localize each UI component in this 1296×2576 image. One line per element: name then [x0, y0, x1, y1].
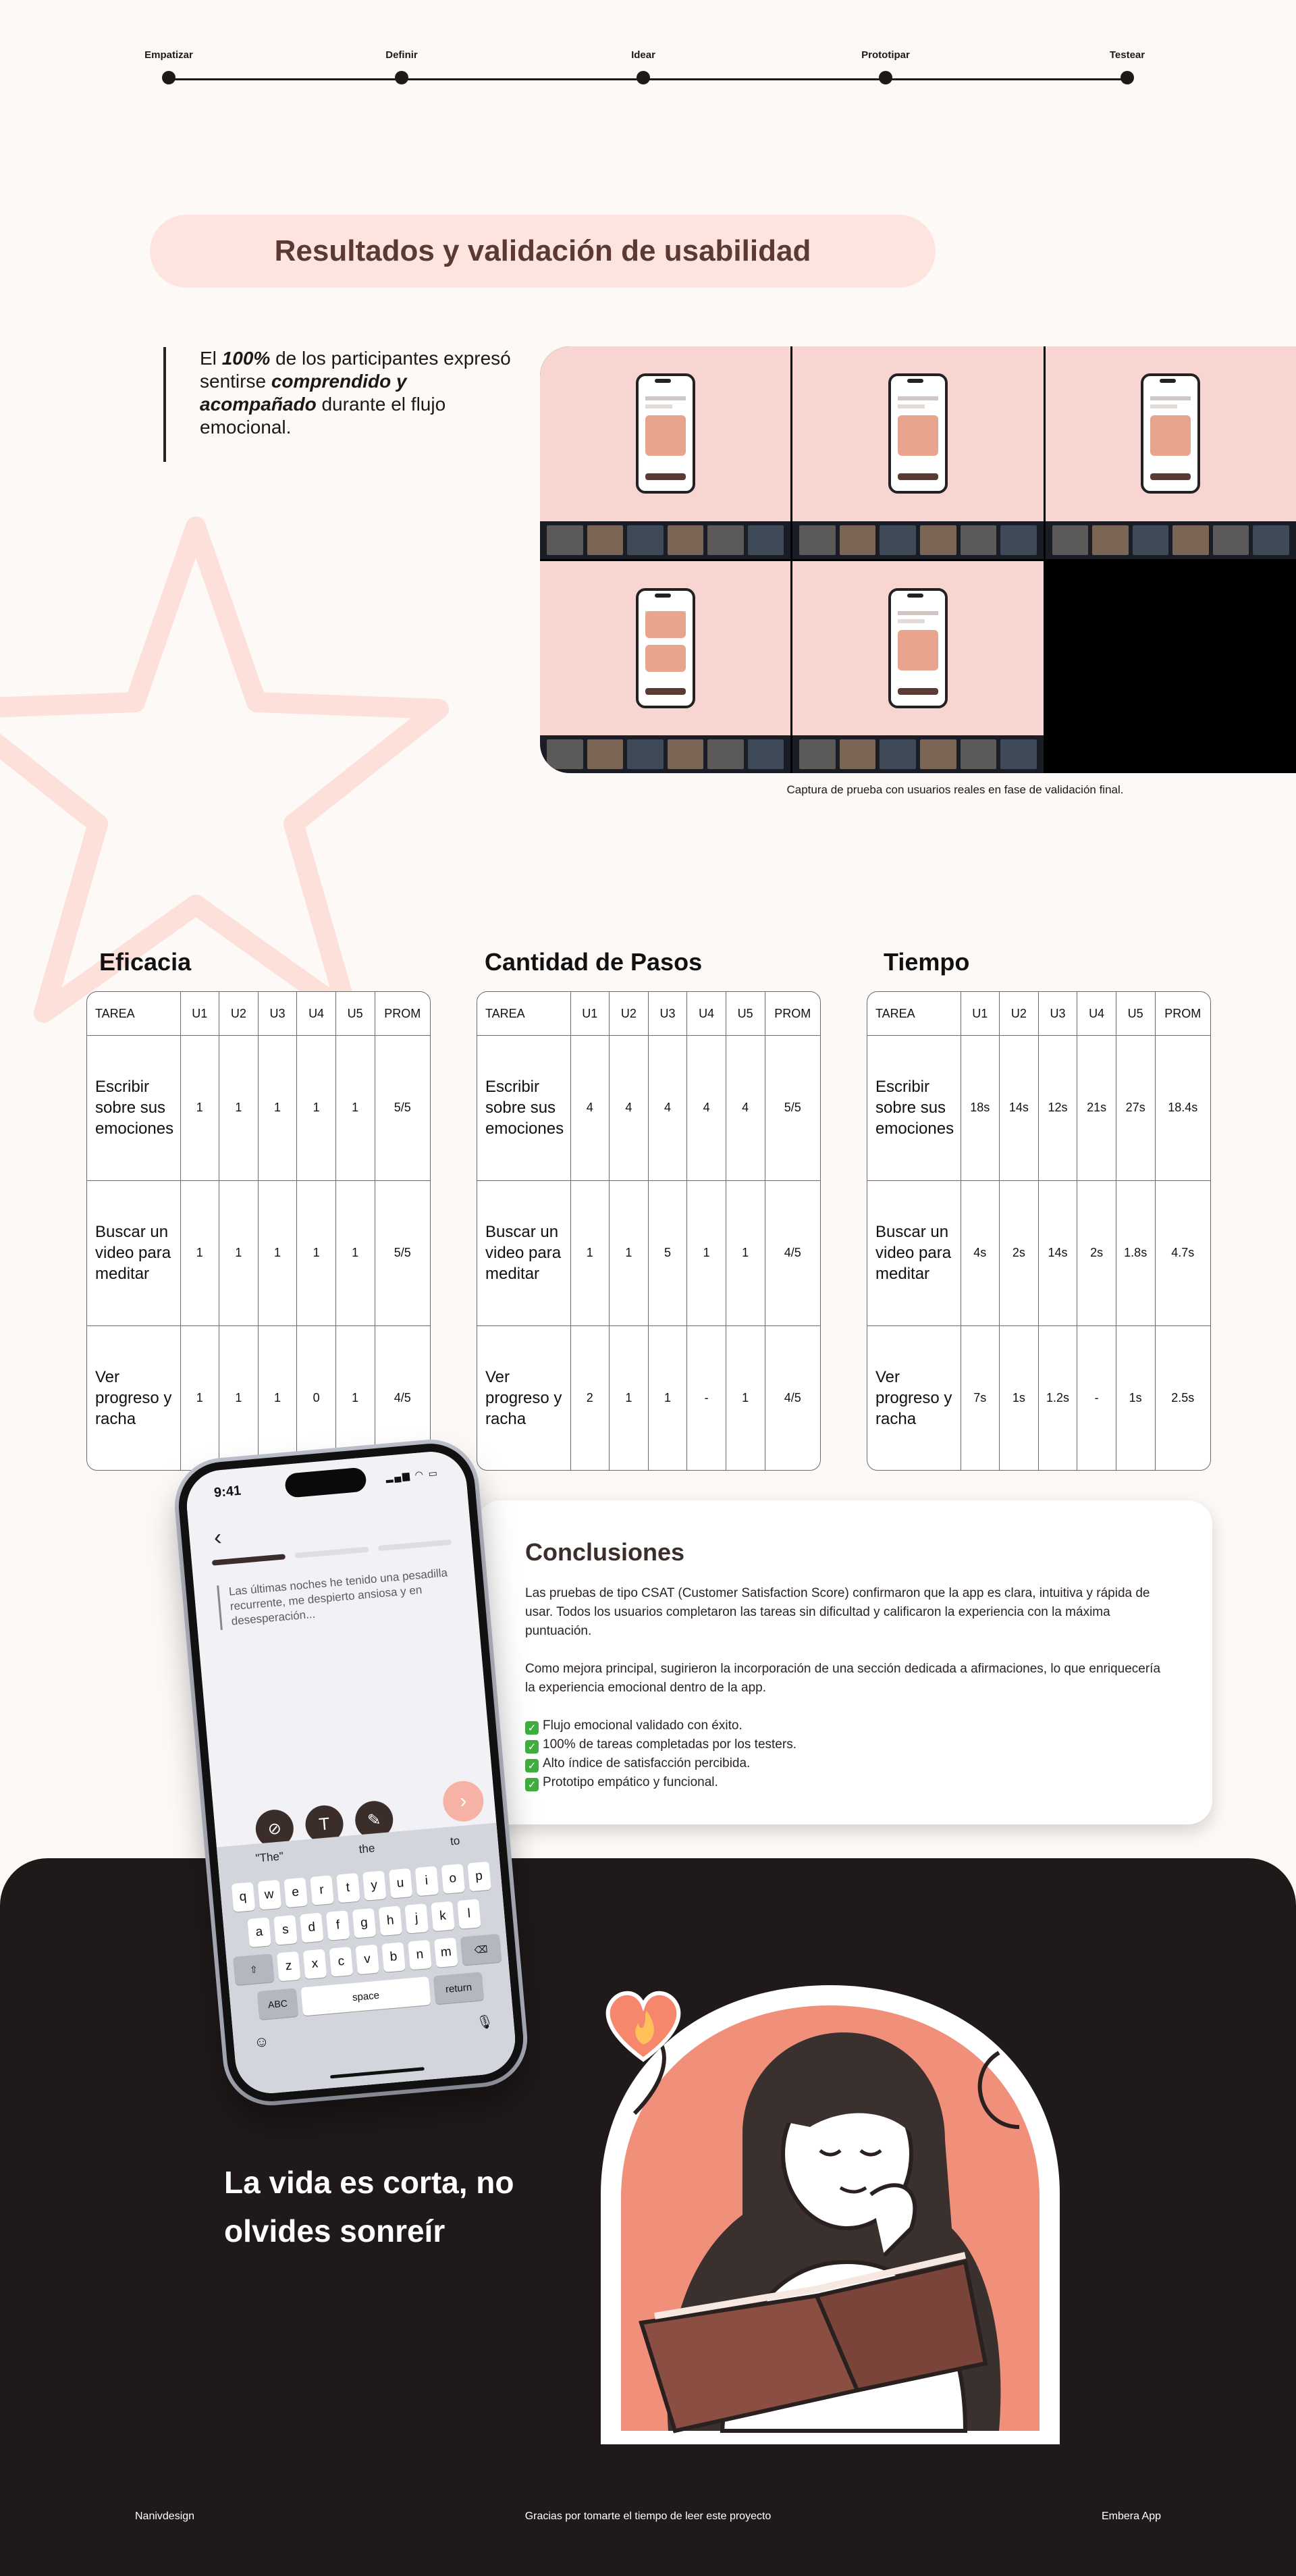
value-cell: 27s	[1116, 1036, 1155, 1181]
phone-thumbnail	[888, 588, 948, 708]
task-cell: Ver progreso y racha	[87, 1325, 180, 1470]
key-x[interactable]: x	[303, 1949, 327, 1979]
phone-thumbnail	[636, 588, 695, 708]
key-b[interactable]: b	[381, 1942, 406, 1972]
status-time: 9:41	[213, 1483, 242, 1501]
value-cell: 1	[570, 1180, 610, 1325]
value-cell: 12s	[1038, 1036, 1077, 1181]
table-header-row	[87, 992, 430, 1036]
task-cell: Buscar un video para meditar	[87, 1180, 180, 1325]
key-h[interactable]: h	[379, 1905, 403, 1936]
value-cell: 2s	[1077, 1180, 1116, 1325]
task-cell: Ver progreso y racha	[867, 1325, 961, 1470]
value-cell: 4/5	[765, 1180, 820, 1325]
test-screenshot	[540, 346, 790, 559]
video-call-participants	[540, 521, 790, 559]
usability-test-screenshots	[540, 346, 1296, 773]
timeline-step-label: Definir	[385, 49, 418, 61]
key-n[interactable]: n	[408, 1940, 432, 1970]
check-icon: ✓	[525, 1778, 539, 1791]
suggestion-item[interactable]: "The"	[254, 1849, 284, 1865]
key-q[interactable]: q	[231, 1882, 255, 1912]
table-row	[87, 1180, 430, 1325]
value-cell: 1	[335, 1036, 375, 1181]
checklist-item-label: Alto índice de satisfacción percibida.	[543, 1756, 751, 1770]
video-call-participants	[540, 735, 790, 773]
table-header-cell: U1	[180, 992, 219, 1036]
value-cell: 1	[297, 1036, 336, 1181]
table-title-pasos: Cantidad de Pasos	[485, 948, 703, 976]
conclusions-paragraph: Las pruebas de tipo CSAT (Customer Satisfaction Score) confirmaron que la app es clara, intuitiva y rápida de usar. Todos los usuarios completaron las tareas sin dificultad y calificaron la experiencia con la máxima puntuación.	[525, 1586, 1150, 1638]
key-f[interactable]: f	[326, 1910, 350, 1941]
value-cell: 1	[610, 1180, 649, 1325]
value-cell: 1	[219, 1180, 259, 1325]
suggestion-item[interactable]: the	[358, 1841, 376, 1856]
delete-icon[interactable]: ⌫	[460, 1934, 502, 1966]
phone-thumbnail	[636, 373, 695, 494]
table-header-cell: U4	[297, 992, 336, 1036]
table-eficacia	[86, 991, 431, 1471]
key-u[interactable]: u	[388, 1868, 412, 1899]
back-icon[interactable]: ‹	[213, 1524, 223, 1551]
key-k[interactable]: k	[431, 1901, 455, 1932]
phone-thumbnail	[888, 373, 948, 494]
value-cell: 5/5	[765, 1036, 820, 1181]
table-header-cell: U2	[610, 992, 649, 1036]
table-row	[867, 1180, 1210, 1325]
table-header-cell: U4	[687, 992, 726, 1036]
on-screen-keyboard	[217, 1823, 518, 2097]
value-cell: 1s	[1116, 1325, 1155, 1470]
value-cell: 14s	[1000, 1036, 1039, 1181]
section-heading-pill	[150, 215, 936, 288]
value-cell: 5/5	[375, 1180, 430, 1325]
timeline-step-label: Idear	[631, 49, 655, 61]
conclusions-checklist	[525, 1716, 1164, 1792]
value-cell: 14s	[1038, 1180, 1077, 1325]
value-cell: 1	[726, 1325, 765, 1470]
footer-brand: Nanivdesign	[135, 2511, 195, 2522]
value-cell: 2.5s	[1155, 1325, 1210, 1470]
key-g[interactable]: g	[352, 1908, 377, 1939]
heart-flame-icon	[599, 1985, 687, 2066]
value-cell: -	[1077, 1325, 1116, 1470]
key-j[interactable]: j	[404, 1903, 429, 1934]
value-cell: 4s	[961, 1180, 1000, 1325]
timeline-dot	[1120, 71, 1134, 84]
value-cell: 1s	[1000, 1325, 1039, 1470]
checklist-item	[525, 1773, 1164, 1792]
value-cell: 1.2s	[1038, 1325, 1077, 1470]
timeline-dot	[162, 71, 176, 84]
table-header-cell: PROM	[765, 992, 820, 1036]
footer-tagline: La vida es corta, no olvides sonreír	[224, 2165, 514, 2249]
metrics-table	[867, 992, 1210, 1470]
video-call-participants	[792, 521, 1043, 559]
table-cantidad-pasos	[477, 991, 821, 1471]
table-header-cell: U3	[648, 992, 687, 1036]
phone-thumbnail	[1141, 373, 1200, 494]
table-header-cell: U2	[1000, 992, 1039, 1036]
test-screenshot	[792, 346, 1043, 559]
table-header-cell: TAREA	[867, 992, 961, 1036]
check-icon: ✓	[525, 1759, 539, 1772]
shift-icon[interactable]: ⇧	[233, 1953, 274, 1985]
table-header-cell: U4	[1077, 992, 1116, 1036]
section-title: Resultados y validación de usabilidad	[274, 234, 811, 267]
key-d[interactable]: d	[300, 1913, 324, 1943]
key-l[interactable]: l	[457, 1899, 481, 1929]
value-cell: 4	[610, 1036, 649, 1181]
space-key[interactable]: space	[300, 1976, 431, 2016]
phone-screen	[184, 1449, 518, 2097]
timeline-step-prototipar	[832, 49, 940, 84]
conclusions-paragraph: Como mejora principal, sugirieron la incorporación de una sección dedicada a afirmaciones, lo que enriquecería la experiencia emocional dentro de la app.	[525, 1662, 1161, 1695]
quote-suffix: durante el flujo emocional.	[200, 394, 446, 438]
checklist-item	[525, 1716, 1164, 1735]
value-cell: 4.7s	[1155, 1180, 1210, 1325]
checklist-item	[525, 1735, 1164, 1754]
value-cell: 5	[648, 1180, 687, 1325]
timeline-step-label: Empatizar	[144, 49, 193, 61]
check-icon: ✓	[525, 1740, 539, 1754]
value-cell: 4/5	[765, 1325, 820, 1470]
key-w[interactable]: w	[257, 1880, 281, 1910]
task-cell: Escribir sobre sus emociones	[477, 1036, 570, 1181]
table-row	[87, 1036, 430, 1181]
key-v[interactable]: v	[355, 1945, 379, 1975]
value-cell: 4/5	[375, 1325, 430, 1470]
task-cell: Buscar un video para meditar	[477, 1180, 570, 1325]
table-header-cell: U2	[219, 992, 259, 1036]
table-row	[477, 1036, 820, 1181]
table-tiempo	[867, 991, 1211, 1471]
keyboard-letter-group	[277, 1937, 458, 1981]
check-icon: ✓	[525, 1721, 539, 1735]
footer-project-name: Embera App	[1101, 2511, 1161, 2522]
quote-highlight: 100%	[221, 348, 271, 369]
table-header-cell: U3	[1038, 992, 1077, 1036]
task-cell: Escribir sobre sus emociones	[87, 1036, 180, 1181]
value-cell: 0	[297, 1325, 336, 1470]
value-cell: 4	[648, 1036, 687, 1181]
value-cell: 1	[219, 1036, 259, 1181]
timeline-step-idear	[589, 49, 697, 84]
table-header-cell: PROM	[1155, 992, 1210, 1036]
value-cell: 1	[335, 1325, 375, 1470]
key-t[interactable]: t	[336, 1873, 360, 1903]
checklist-item-label: 100% de tareas completadas por los testers.	[543, 1737, 796, 1752]
phone-mockup	[175, 1440, 526, 2105]
value-cell: 18.4s	[1155, 1036, 1210, 1181]
value-cell: 1	[297, 1180, 336, 1325]
value-cell: 5/5	[375, 1036, 430, 1181]
table-header-row	[867, 992, 1210, 1036]
metrics-table	[477, 992, 820, 1470]
value-cell: 4	[570, 1036, 610, 1181]
key-o[interactable]: o	[441, 1864, 465, 1894]
timeline-step-label: Testear	[1109, 49, 1145, 61]
value-cell: -	[687, 1325, 726, 1470]
test-screenshot	[540, 561, 790, 774]
signal-wifi-battery-icon: ▂▄▆ ◠ ▭	[385, 1467, 439, 1483]
value-cell: 1	[726, 1180, 765, 1325]
table-header-cell: U1	[961, 992, 1000, 1036]
step-progress	[212, 1540, 452, 1566]
table-header-cell: U1	[570, 992, 610, 1036]
key-s[interactable]: s	[273, 1915, 298, 1945]
table-row	[477, 1325, 820, 1470]
key-z[interactable]: z	[277, 1951, 301, 1982]
checklist-item	[525, 1754, 1164, 1773]
key-i[interactable]: i	[414, 1866, 439, 1897]
test-screenshot	[1046, 346, 1296, 559]
journal-entry-text[interactable]: Las últimas noches he tenido una pesadilla recurrente, me despierto ansiosa y en desesperación...	[217, 1565, 454, 1630]
timeline-dot	[395, 71, 408, 84]
timeline-step-label: Prototipar	[861, 49, 910, 61]
key-p[interactable]: p	[467, 1862, 491, 1892]
table-header-cell: U3	[258, 992, 297, 1036]
key-y[interactable]: y	[362, 1870, 386, 1901]
screenshot-caption: Captura de prueba con usuarios reales en fase de validación final.	[786, 783, 1124, 796]
footer-thanks: Gracias por tomarte el tiempo de leer este proyecto	[524, 2511, 772, 2522]
value-cell: 1	[687, 1180, 726, 1325]
table-header-cell: U5	[726, 992, 765, 1036]
value-cell: 1	[258, 1036, 297, 1181]
test-screenshot	[792, 561, 1043, 774]
table-header-cell: TAREA	[87, 992, 180, 1036]
emoji-icon[interactable]: ☺	[253, 2032, 270, 2051]
attach-icon[interactable]: ⊘	[254, 1808, 295, 1849]
value-cell: 1	[219, 1325, 259, 1470]
quote-prefix: El	[200, 348, 222, 369]
conclusions-title: Conclusiones	[525, 1538, 685, 1566]
value-cell: 1.8s	[1116, 1180, 1155, 1325]
value-cell: 2	[570, 1325, 610, 1470]
key-e[interactable]: e	[284, 1878, 308, 1908]
next-icon[interactable]: ›	[441, 1779, 485, 1823]
dynamic-island	[284, 1467, 367, 1498]
table-header-cell: PROM	[375, 992, 430, 1036]
value-cell: 21s	[1077, 1036, 1116, 1181]
return-key[interactable]: return	[433, 1972, 484, 2004]
value-cell: 2s	[1000, 1180, 1039, 1325]
suggestion-item[interactable]: to	[450, 1834, 461, 1848]
edit-icon[interactable]: ✎	[354, 1799, 395, 1841]
table-row	[867, 1325, 1210, 1470]
timeline-step-empatizar	[115, 49, 223, 84]
value-cell: 1	[610, 1325, 649, 1470]
value-cell: 1	[180, 1036, 219, 1181]
value-cell: 1	[258, 1180, 297, 1325]
table-header-cell: U5	[1116, 992, 1155, 1036]
value-cell: 1	[258, 1325, 297, 1470]
timeline-step-definir	[348, 49, 456, 84]
task-cell: Buscar un video para meditar	[867, 1180, 961, 1325]
value-cell: 4	[726, 1036, 765, 1181]
quote-emphasis: comprendido y acompañado	[200, 371, 407, 415]
table-title-tiempo: Tiempo	[884, 948, 970, 976]
table-header-cell: U5	[335, 992, 375, 1036]
value-cell: 1	[180, 1325, 219, 1470]
key-c[interactable]: c	[329, 1947, 354, 1977]
value-cell: 1	[180, 1180, 219, 1325]
video-call-participants	[1046, 521, 1296, 559]
timeline-step-testear	[1073, 49, 1181, 84]
task-cell: Escribir sobre sus emociones	[867, 1036, 961, 1181]
abc-key[interactable]: ABC	[257, 1988, 298, 2020]
checklist-item-label: Prototipo empático y funcional.	[543, 1775, 718, 1789]
table-title-eficacia: Eficacia	[99, 948, 192, 976]
task-cell: Ver progreso y racha	[477, 1325, 570, 1470]
timeline-dot	[637, 71, 650, 84]
video-call-participants	[792, 735, 1043, 773]
table-header-cell: TAREA	[477, 992, 570, 1036]
value-cell: 18s	[961, 1036, 1000, 1181]
key-m[interactable]: m	[434, 1937, 458, 1968]
metrics-table	[87, 992, 430, 1470]
value-cell: 1	[648, 1325, 687, 1470]
table-row	[867, 1036, 1210, 1181]
value-cell: 1	[335, 1180, 375, 1325]
quote-middle: de los participantes expresó sentirse	[200, 348, 511, 392]
value-cell: 4	[687, 1036, 726, 1181]
key-a[interactable]: a	[247, 1917, 271, 1947]
key-r[interactable]: r	[310, 1875, 334, 1905]
table-header-row	[477, 992, 820, 1036]
value-cell: 7s	[961, 1325, 1000, 1470]
timeline-dot	[879, 71, 892, 84]
table-row	[477, 1180, 820, 1325]
result-quote	[163, 347, 528, 462]
microphone-icon[interactable]: 🎙	[475, 2014, 494, 2031]
conclusions-card	[477, 1500, 1212, 1824]
checklist-item-label: Flujo emocional validado con éxito.	[543, 1718, 742, 1733]
text-format-icon[interactable]: T	[304, 1804, 345, 1845]
